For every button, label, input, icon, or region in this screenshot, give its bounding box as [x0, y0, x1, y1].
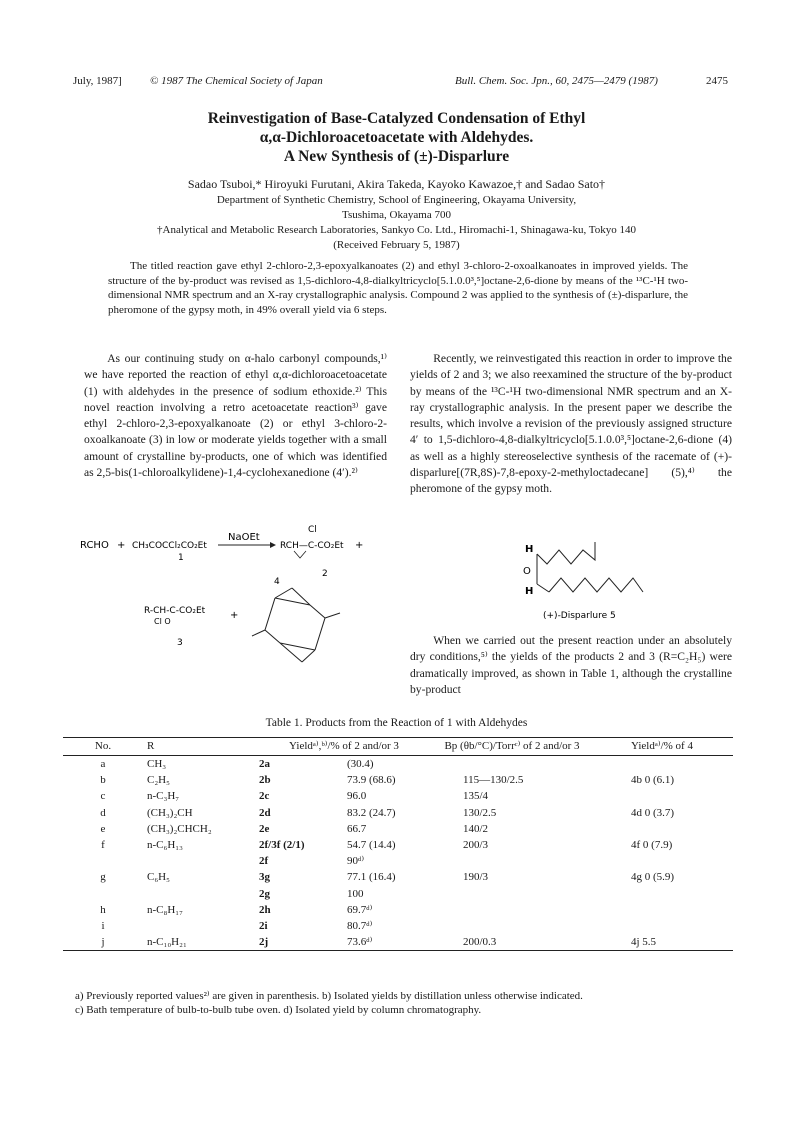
cell-yield: [255, 788, 433, 804]
compound-number: 2b: [259, 774, 271, 787]
cell-r: n-C₈H₁₇: [147, 903, 183, 916]
footnote-2: c) Bath temperature of bulb-to-bulb tube oven. d) Isolated yield by column chromatography.: [75, 1004, 482, 1016]
cell-yield: [255, 772, 433, 788]
cell-no: f: [101, 839, 105, 852]
yield-value: 77.1 (16.4): [347, 871, 396, 884]
cell-yield4: [591, 853, 733, 869]
cell-bp: [433, 886, 591, 902]
scheme-plus-1: +: [117, 540, 126, 551]
footnote-1: a) Previously reported values²⁾ are given in parenthesis. b) Isolated yields by distillation unless otherwise indicated.: [75, 990, 583, 1002]
compound-number: 2a: [259, 758, 270, 770]
cell-yield4: [591, 918, 733, 934]
cell-bp: 130/2.5: [463, 806, 497, 819]
left-column: [84, 351, 387, 481]
cell-bp: [433, 853, 591, 869]
compound-number: 2f/3f (2/1): [259, 839, 305, 852]
cell-yield: [255, 821, 433, 837]
cell-yield4: 4b 0 (6.1): [631, 774, 675, 787]
authors: Sadao Tsuboi,* Hiroyuki Furutani, Akira Takeda, Kayoko Kawazoe,† and Sadao Sato†: [187, 177, 606, 191]
table-header-row: [63, 738, 733, 756]
cell-r: CH₃: [147, 758, 167, 770]
cell-yield: [255, 934, 433, 951]
compound-number: 2j: [259, 936, 269, 949]
compound-number: 2h: [259, 903, 271, 916]
cell-bp: [433, 902, 591, 918]
reaction-scheme: [80, 520, 400, 700]
title-line-3: A New Synthesis of (±)-Disparlure: [283, 148, 510, 165]
cell-bp: 140/2: [463, 822, 489, 835]
cell-r: n-C₁₀H₂₁: [143, 934, 255, 951]
cell-r: C₆H₅: [147, 871, 170, 884]
disparlure-label: (+)-Disparlure 5: [543, 611, 616, 621]
cell-yield: [255, 918, 433, 934]
table-caption: Table 1. Products from the Reaction of 1 with Aldehydes: [265, 717, 528, 729]
affiliation-2: Tsushima, Okayama 700: [342, 209, 451, 221]
yield-value: 80.7ᵈ⁾: [347, 920, 373, 933]
disparlure-oxygen: O: [523, 566, 531, 577]
cell-no: c: [100, 790, 106, 803]
cell-no: h: [100, 903, 106, 916]
cell-r: (CH₃)₂CHCH₂: [147, 822, 212, 835]
yield-value: 69.7ᵈ⁾: [347, 903, 373, 916]
affiliation-1: Department of Synthetic Chemistry, School of Engineering, Okayama University,: [216, 194, 577, 206]
table-row: [63, 934, 733, 951]
abstract: The titled reaction gave ethyl 2-chloro-2,3-epoxyalkanoates (2) and ethyl 3-chloro-2-oxoalkanoates in improved yields. The structure of the by-product was revised as 1,5-dichloro-4,8-dialkyltricyclo[5.1.0.0³,⁵]octane-2,6-dione by means of the ¹³C-¹H two-dimensional NMR spectrum and an X-ray crystallographic analysis. Compound 2 was applied to the synthesis of (±)-disparlure, the pheromone of the gypsy moth, in 49% overall yield via 6 steps.: [108, 260, 688, 316]
yield-value: 100: [347, 887, 364, 900]
cell-bp: [433, 918, 591, 934]
cell-yield4: 4f 0 (7.9): [631, 839, 673, 852]
table-body: [63, 756, 733, 951]
scheme-label-1: 1: [178, 553, 184, 563]
right-paragraph-2: When we carried out the present reaction under an absolutely dry conditions,⁵⁾ the yields of the products 2 and 3 (R=C₂H₅) were dramatically improved, as shown in Table 1, although the crystalline by-product: [410, 634, 732, 696]
left-paragraph: As our continuing study on α-halo carbonyl compounds,¹⁾ we have reported the reaction of ethyl α,α-dichloroacetoacetate (1) with aldehydes in the presence of sodium ethoxide.²⁾ This novel reaction involving a retro acetoacetate reaction³⁾ gave ethyl 2-chloro-2,3-epoxyalkanoate (2) or ethyl 3-chloro-2-oxoalkanoate (3) in low or moderate yields together with a small amount of crystalline by-products, one of which was identified as 2,5-bis(1-chloroalkylidene)-1,4-cyclohexanedione (4′).²⁾: [84, 352, 387, 480]
cell-no: i: [101, 920, 105, 933]
cell-no: [63, 886, 143, 902]
compound-number: 3g: [259, 871, 270, 884]
compound-number: 2i: [259, 920, 268, 933]
yield-value: 96.0: [347, 790, 367, 803]
table-row: [63, 886, 733, 902]
cell-bp: 200/0.3: [433, 934, 591, 951]
yield-value: 83.2 (24.7): [347, 806, 396, 819]
yield-value: (30.4): [347, 758, 374, 770]
header-journal: Bull. Chem. Soc. Jpn., 60, 2475—2479 (1987): [455, 75, 658, 87]
yield-value: 54.7 (14.4): [347, 839, 396, 852]
cell-yield4: 4j 5.5: [591, 934, 733, 951]
yield-value: 73.6ᵈ⁾: [347, 936, 373, 949]
scheme-reagent: NaOEt: [228, 532, 260, 543]
col-header-r: R: [147, 740, 155, 752]
table-row: [63, 902, 733, 918]
title-line-2: α,α-Dichloroacetoacetate with Aldehydes.: [259, 129, 534, 146]
cell-yield: [255, 886, 433, 902]
scheme-plus-3: +: [230, 610, 239, 621]
scheme-reactant-1: RCHO: [80, 540, 109, 551]
yield-value: 66.7: [347, 822, 367, 835]
table-row: [63, 772, 733, 788]
cell-no: [63, 853, 143, 869]
cell-r: [143, 918, 255, 934]
compound-number: 2d: [259, 806, 271, 819]
table-row: [63, 821, 733, 837]
cell-no: j: [63, 934, 143, 951]
header-page: 2475: [706, 75, 728, 87]
cell-bp: 135/4: [463, 790, 489, 803]
table-row: [63, 918, 733, 934]
cell-no: g: [100, 871, 106, 884]
cell-yield: [255, 756, 433, 773]
scheme-product-3: R-CH-C-CO₂Et: [144, 606, 206, 616]
cell-r: C₂H₅: [147, 774, 170, 787]
table-row: [63, 869, 733, 885]
right-paragraph-1: Recently, we reinvestigated this reaction in order to improve the yields of 2 and 3; we also reexamined the structure of the by-product by means of the ¹³C-¹H two-dimensional NMR spectrum and an X-ray crystallographic analysis. In the present paper we describe the results, which involve a revision of the previously assigned structure 4′ to 1,5-dichloro-4,8-dialkyltricyclo[5.1.0.0³,⁵]octane-2,6-dione (4) as well as a highly stereoselective synthesis of the racemate of (+)-disparlure[(7R,8S)-7,8-epoxy-2-methyloctadecane] (5),⁴⁾ the pheromone of the gypsy moth.: [410, 352, 732, 496]
cell-bp: [433, 756, 591, 773]
cell-no: d: [100, 806, 106, 819]
cell-yield: [255, 837, 433, 853]
scheme-reactant-2: CH₃COCCl₂CO₂Et: [132, 541, 207, 551]
col-header-bp: Bp (θb/°C)/Torrᶜ⁾ of 2 and/or 3: [444, 740, 580, 752]
table-row: [63, 853, 733, 869]
cell-yield: [255, 853, 433, 869]
cell-r: n-C₆H₁₃: [147, 839, 183, 852]
header-date: July, 1987]: [73, 75, 122, 87]
cell-yield: [255, 902, 433, 918]
disparlure-h-bottom: H: [525, 586, 534, 597]
cell-no: a: [100, 758, 106, 770]
epoxide-ring: [294, 551, 306, 558]
cell-yield4: [591, 821, 733, 837]
disparlure-structure: [515, 532, 655, 627]
cell-bp: 200/3: [463, 839, 489, 852]
cell-r: n-C₃H₇: [147, 790, 180, 803]
title-line-1: Reinvestigation of Base-Catalyzed Condensation of Ethyl: [207, 110, 586, 127]
products-table: [63, 737, 733, 951]
table-row: [63, 837, 733, 853]
compound-number: 2g: [259, 887, 270, 900]
cell-r: [143, 853, 255, 869]
cell-r: (CH₃)₂CH: [147, 806, 193, 819]
col-header-no: No.: [94, 740, 112, 752]
cell-bp: 190/3: [463, 871, 489, 884]
yield-value: 90ᵈ⁾: [347, 855, 365, 868]
compound-number: 2f: [259, 855, 269, 868]
scheme-product-3-sub: Cl O: [154, 617, 171, 626]
scheme-label-3: 3: [177, 638, 183, 648]
right-column-bottom: [410, 633, 732, 698]
disparlure-skeleton: [537, 542, 643, 592]
cell-yield: [255, 869, 433, 885]
cell-no: e: [100, 822, 106, 835]
cell-yield4: [591, 788, 733, 804]
table-row: [63, 788, 733, 804]
col-header-yield: Yieldᵃ⁾,ᵇ⁾/% of 2 and/or 3: [289, 740, 399, 752]
right-column-top: [410, 351, 732, 498]
disparlure-h-top: H: [525, 544, 534, 555]
arrow-head: [270, 542, 276, 548]
yield-value: 73.9 (68.6): [347, 774, 396, 787]
compound-number: 2e: [259, 822, 270, 835]
col-header-yield4: Yieldᵃ⁾/% of 4: [631, 740, 693, 752]
header-copyright: © 1987 The Chemical Society of Japan: [150, 75, 323, 87]
scheme-label-2: 2: [322, 569, 328, 579]
cell-r: [143, 886, 255, 902]
scheme-plus-2: +: [355, 540, 364, 551]
scheme-product2-cl: Cl: [308, 525, 317, 535]
affiliation-3: †Analytical and Metabolic Research Laboratories, Sankyo Co. Ltd., Hiromachi-1, Shinagawa-ku, Tokyo 140: [157, 224, 636, 236]
compound-number: 2c: [259, 790, 270, 803]
cell-no: b: [100, 774, 106, 787]
cell-yield: [255, 805, 433, 821]
table-row: [63, 805, 733, 821]
cell-yield4: [591, 902, 733, 918]
cell-yield4: [591, 756, 733, 773]
cell-bp: 115—130/2.5: [463, 774, 524, 787]
scheme-label-4: 4: [274, 577, 280, 587]
cell-yield4: 4d 0 (3.7): [631, 806, 675, 819]
cell-yield4: [591, 886, 733, 902]
cell-yield4: 4g 0 (5.9): [631, 871, 675, 884]
tricyclic-structure-4: [252, 588, 340, 662]
table-row: [63, 756, 733, 773]
scheme-product-2: RCH—C-CO₂Et: [280, 541, 344, 551]
received-date: (Received February 5, 1987): [333, 239, 460, 251]
